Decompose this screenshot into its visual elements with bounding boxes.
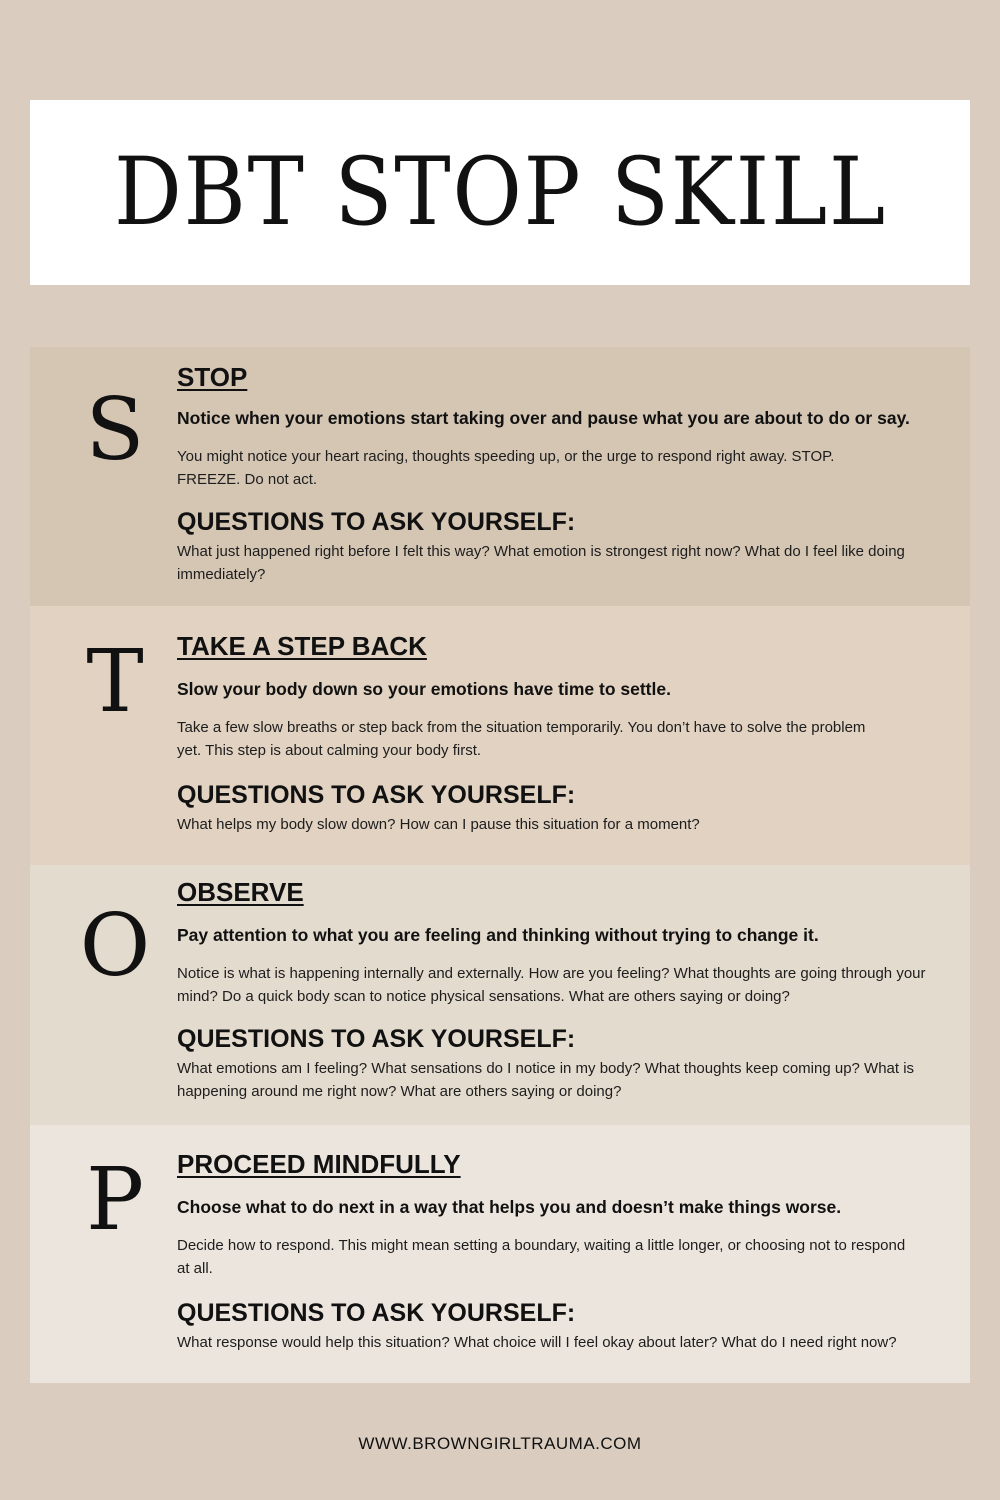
questions-heading: QUESTIONS TO ASK YOURSELF:: [177, 507, 576, 536]
questions-text: What response would help this situation? What choice will I feel okay about later? What do I need right now?: [177, 1334, 897, 1352]
questions-text: What helps my body slow down? How can I pause this situation for a moment?: [177, 816, 700, 834]
section-summary: Pay attention to what you are feeling and thinking without trying to change it.: [177, 924, 819, 945]
section-summary: Notice when your emotions start taking over and pause what you are about to do or say.: [177, 407, 910, 428]
questions-text: What just happened right before I felt this way? What emotion is strongest right now? What do I feel like doing immediately?: [177, 543, 905, 584]
section-observe: [30, 865, 970, 1125]
section-letter: O: [79, 896, 151, 996]
questions-heading: QUESTIONS TO ASK YOURSELF:: [177, 1298, 576, 1327]
questions-heading: QUESTIONS TO ASK YOURSELF:: [177, 780, 576, 809]
footer-website: WWW.BROWNGIRLTRAUMA.COM: [358, 1434, 642, 1453]
questions-text: What emotions am I feeling? What sensations do I notice in my body? What thoughts keep coming up? What is happening around me right now? What are others saying or doing?: [177, 1060, 915, 1101]
section-heading: TAKE A STEP BACK: [177, 631, 427, 661]
section-proceed-mindfully: [30, 1125, 970, 1383]
section-summary: Slow your body down so your emotions have time to settle.: [177, 678, 671, 699]
section-description: Notice is what is happening internally and externally. How are you feeling? What thoughts are going through your mind? Do a quick body scan to notice physical sensations. What are others saying or doing?: [177, 964, 926, 1005]
section-heading: PROCEED MINDFULLY: [177, 1149, 461, 1179]
section-description: You might notice your heart racing, thoughts speeding up, or the urge to respond right away. STOP. FREEZE. Do not act.: [177, 447, 835, 488]
section-letter: P: [86, 1150, 144, 1250]
section-letter: T: [86, 632, 144, 732]
section-heading: STOP: [177, 362, 248, 392]
title-box: [30, 100, 970, 285]
section-summary: Choose what to do next in a way that helps you and doesn’t make things worse.: [177, 1196, 842, 1217]
section-stop: [30, 347, 970, 606]
questions-heading: QUESTIONS TO ASK YOURSELF:: [177, 1024, 576, 1053]
section-description: Take a few slow breaths or step back from the situation temporarily. You don’t have to solve the problem yet. This step is about calming your body first.: [177, 718, 866, 759]
section-take-a-step-back: [30, 606, 970, 865]
section-heading: OBSERVE: [177, 877, 304, 907]
section-letter: S: [85, 380, 145, 480]
section-description: Decide how to respond. This might mean setting a boundary, waiting a little longer, or choosing not to respond at all.: [177, 1236, 906, 1277]
page-title: DBT STOP SKILL: [113, 137, 887, 247]
